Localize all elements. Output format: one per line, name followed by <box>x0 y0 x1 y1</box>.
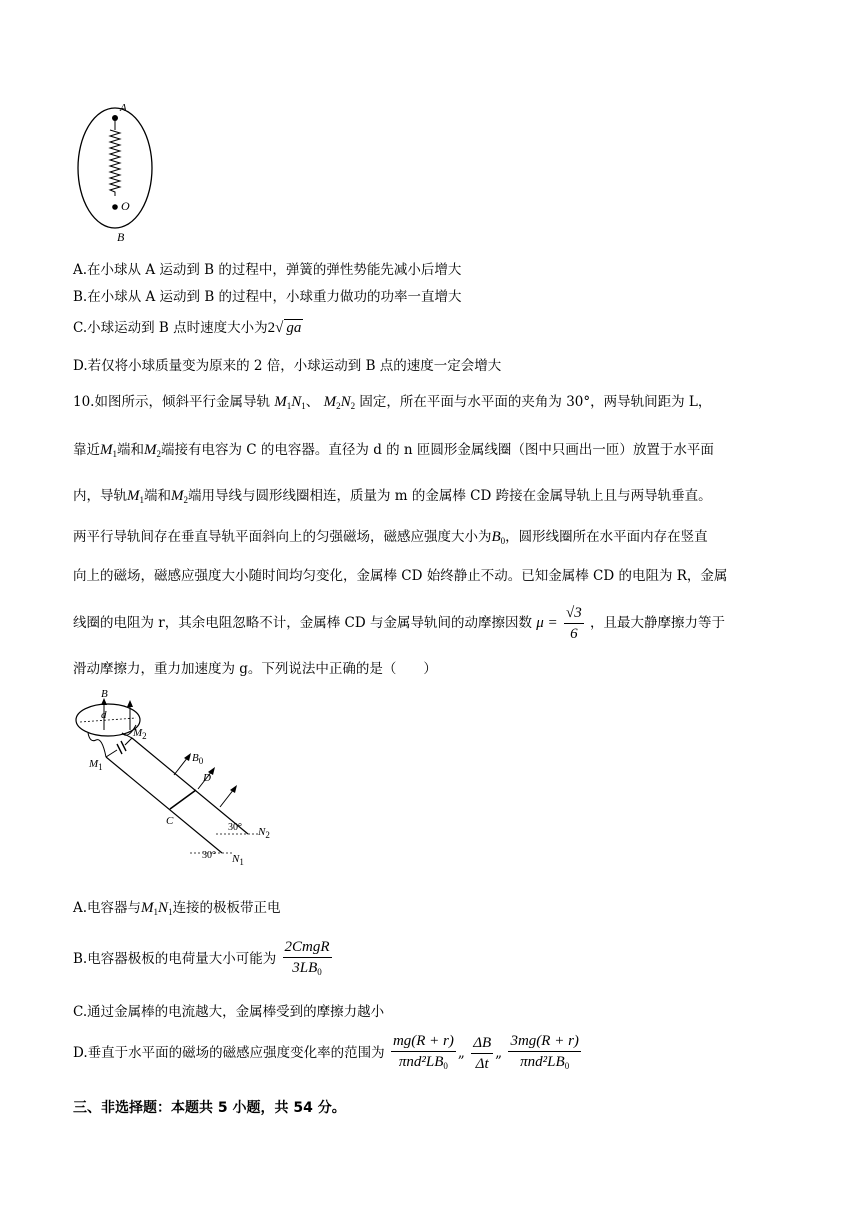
sub: 0 <box>198 756 204 766</box>
fig2-label-d: d <box>101 709 107 721</box>
sub: 1 <box>98 762 103 772</box>
fig2-angle-top: 30° <box>228 822 242 833</box>
q10-line-7: 滑动摩擦力，重力加速度为 g。下列说法中正确的是（ ） <box>73 661 437 677</box>
sub: 2 <box>156 449 161 459</box>
lower-num: mg(R + r) <box>391 1032 456 1052</box>
upper-den <box>520 1052 569 1075</box>
q10-l2b: 端和 <box>117 442 144 458</box>
fig2-label-d-point: D <box>203 772 211 784</box>
sub: 0 <box>443 1061 448 1071</box>
fig2-label-b: B <box>101 688 108 700</box>
fig2-label-b0 <box>192 752 203 766</box>
q10-l2c: 端接有电容为 C 的电容器。直径为 d 的 n 匝圆形金属线圈（图中只画出一匝）放置于水平面 <box>161 442 714 458</box>
q10-l1a: 10.如图所示，倾斜平行金属导轨 <box>73 394 270 410</box>
q9-option-d: D.若仅将小球质量变为原来的 2 倍，小球运动到 B 点的速度一定会增大 <box>73 358 502 374</box>
separator: „ <box>495 1045 503 1061</box>
q10-line-3 <box>73 484 712 505</box>
mu-symbol: μ = <box>536 615 558 631</box>
sqrt-coef: 2 <box>267 320 276 336</box>
range-upper-fraction <box>508 1032 580 1075</box>
q10-line-4 <box>73 525 708 546</box>
q10-l3c: 端用导线与圆形线圈相连，质量为 m 的金属棒 CD 跨接在金属导轨上且与两导轨垂直。 <box>188 488 712 504</box>
charge-den <box>292 958 322 981</box>
fig2-label-n1 <box>232 853 244 867</box>
q10-option-b-text: B.电容器极板的电荷量大小可能为 <box>73 951 277 967</box>
q9-option-a: A.在小球从 A 运动到 B 的过程中，弹簧的弹性势能先减小后增大 <box>73 262 462 278</box>
mu-num: √3 <box>564 604 584 624</box>
sym-m2: M <box>144 442 157 458</box>
q10-option-d <box>73 1032 583 1075</box>
mu-den: 6 <box>570 626 578 642</box>
rate-den: Δt <box>475 1056 489 1072</box>
q10-option-d-text: D.垂直于水平面的磁场的磁感应强度变化率的范围为 <box>73 1045 385 1061</box>
sub: 1 <box>168 907 173 917</box>
q10-option-a <box>73 896 281 917</box>
q9-option-c-text: C.小球运动到 B 点时速度大小为 <box>73 320 268 336</box>
sub: 1 <box>286 401 292 411</box>
fig2-label-c: C <box>166 815 174 827</box>
sym-m1: M <box>127 488 140 504</box>
q10-line-1 <box>73 390 711 411</box>
rate-num: ΔB <box>471 1034 493 1054</box>
q10-l3b: 端和 <box>144 488 171 504</box>
sym-m1: M <box>274 394 287 410</box>
fig2-label-m2 <box>133 727 147 741</box>
q10-l3a: 内，导轨 <box>73 488 127 504</box>
sym-m1: M <box>141 900 154 916</box>
sub: 1 <box>301 401 306 411</box>
q10-l6b: ，且最大静摩擦力等于 <box>590 615 726 631</box>
sub: 2 <box>142 731 147 741</box>
q10-option-b <box>73 938 334 981</box>
charge-den-text: 3LB <box>292 960 318 976</box>
fig2-label-n2 <box>258 826 270 840</box>
q10-l4a: 两平行导轨间存在垂直导轨平面斜向上的匀强磁场，磁感应强度大小为 <box>73 529 492 545</box>
sym-m1: M <box>100 442 113 458</box>
fig1-label-o: O <box>121 199 130 213</box>
sub: 0 <box>500 536 506 546</box>
q10-l2a: 靠近 <box>73 442 100 458</box>
sym-m2: M <box>323 394 337 410</box>
fig2-angle-bottom: 30° <box>202 850 216 861</box>
q10-line-2 <box>73 438 714 459</box>
sub: 1 <box>112 449 117 459</box>
sqrt-radicand: ga <box>286 320 302 336</box>
charge-fraction <box>283 938 332 981</box>
range-lower-fraction <box>391 1032 456 1075</box>
fig1-label-a: A <box>120 102 127 114</box>
section-3-heading: 三、非选择题：本题共 5 小题，共 54 分。 <box>73 1100 346 1116</box>
sym-n1: N <box>291 394 302 410</box>
sub: 0 <box>317 967 322 977</box>
mu-fraction <box>564 604 584 643</box>
q9-option-b: B.在小球从 A 运动到 B 的过程中，小球重力做功的功率一直增大 <box>73 289 462 305</box>
m2-letter: M <box>133 727 143 739</box>
q10-l1b: 、 <box>305 394 320 410</box>
sub: 1 <box>153 907 159 917</box>
spring-ellipse-figure <box>70 100 170 250</box>
sub: 1 <box>239 857 244 867</box>
m1-letter: M <box>89 758 99 770</box>
sub: 2 <box>183 495 188 505</box>
q10-option-c: C.通过金属棒的电流越大，金属棒受到的摩擦力越小 <box>73 1004 385 1020</box>
q10-option-a-text1: A.电容器与 <box>73 900 142 916</box>
lower-den <box>399 1052 448 1075</box>
sym-n1: N <box>158 900 169 916</box>
q9-option-c <box>73 316 303 337</box>
sym-b0: B <box>491 529 501 545</box>
sub: 0 <box>564 1061 570 1071</box>
sub: 2 <box>265 830 270 840</box>
separator: „ <box>457 1045 465 1061</box>
sub: 2 <box>336 401 341 411</box>
b0-letter: B <box>192 752 199 764</box>
lower-den-text: πnd²LB <box>398 1054 444 1070</box>
rate-fraction <box>471 1034 493 1073</box>
fig2-label-m1 <box>89 758 103 772</box>
upper-den-text: πnd²LB <box>520 1054 565 1070</box>
upper-num: 3mg(R + r) <box>508 1032 580 1052</box>
q10-l1c: 固定，所在平面与水平面的夹角为 30°，两导轨间距为 L， <box>359 394 712 410</box>
charge-num: 2CmgR <box>283 938 332 958</box>
q10-l4b: ，圆形线圈所在水平面内存在竖直 <box>505 529 708 545</box>
sqrt-expression: 2√ ga <box>267 320 302 336</box>
n2-letter: N <box>258 826 266 838</box>
sym-m2: M <box>171 488 184 504</box>
q10-line-6 <box>73 604 725 643</box>
sub: 2 <box>350 401 356 411</box>
fig1-label-b: B <box>117 230 125 244</box>
q10-line-5: 向上的磁场，磁感应强度大小随时间均匀变化，金属棒 CD 始终静止不动。已知金属棒 CD 的电阻为 R，金属 <box>73 568 728 584</box>
q10-option-a-text2: 连接的极板带正电 <box>172 900 281 916</box>
sym-n2: N <box>340 394 351 410</box>
n1-letter: N <box>232 853 240 865</box>
sub: 1 <box>139 495 144 505</box>
q10-l6a: 线圈的电阻为 r，其余电阻忽略不计，金属棒 CD 与金属导轨间的动摩擦因数 <box>73 615 532 631</box>
